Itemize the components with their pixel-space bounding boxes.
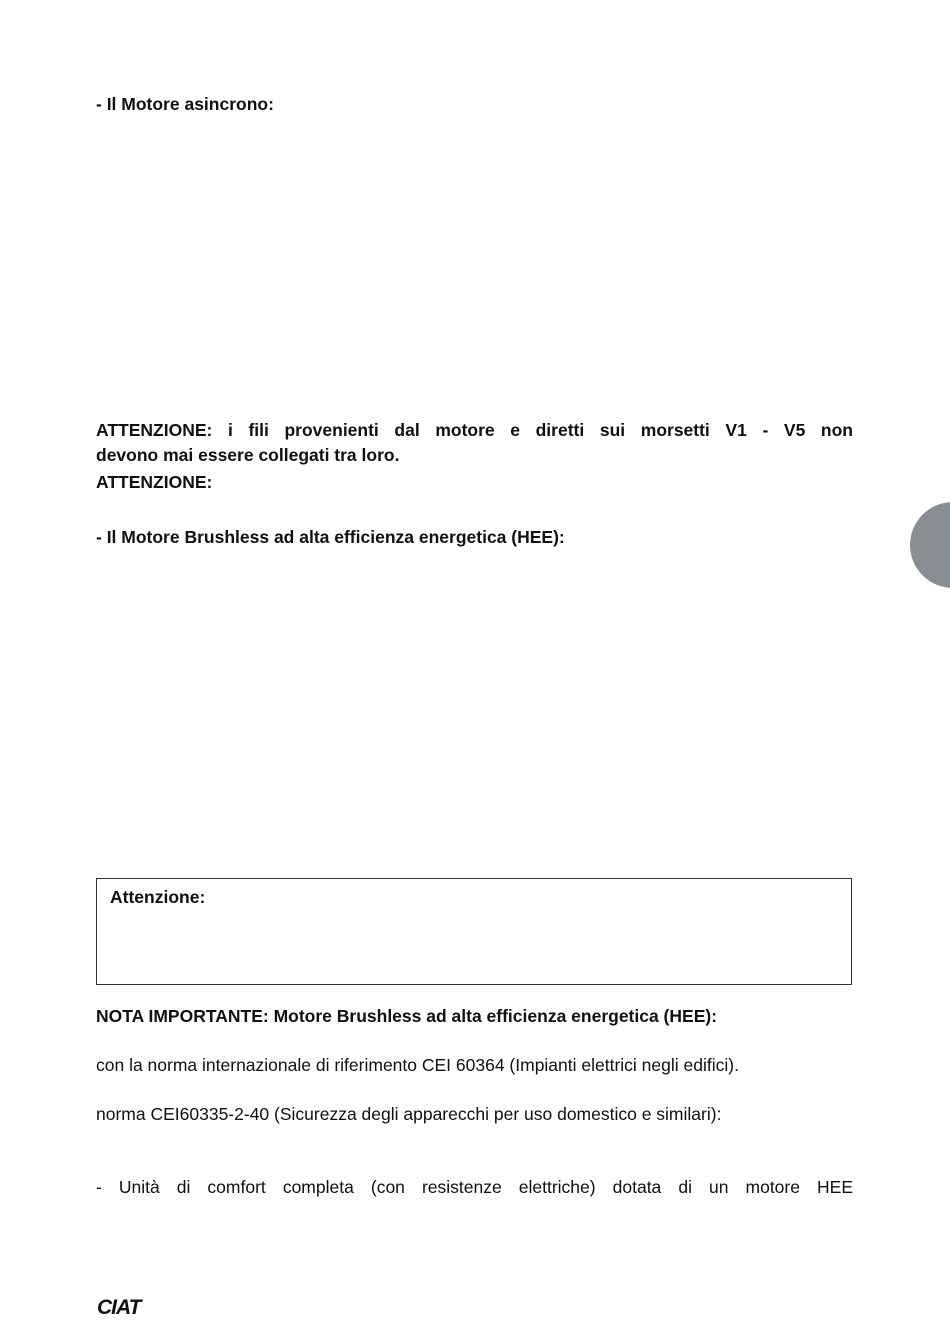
ciat-logo-text: CIAT <box>97 1296 141 1318</box>
norm-reference-line-1: con la norma internazionale di riferimento CEI 60364 (Impianti elettrici negli edifici). <box>96 1055 739 1075</box>
important-note-heading: NOTA IMPORTANTE: Motore Brushless ad alta efficienza energetica (HEE): <box>96 1006 718 1026</box>
warning-wires-line-2: devono mai essere collegati tra loro. <box>96 445 400 465</box>
comfort-unit-line: - Unità di comfort completa (con resistenze elettriche) dotata di un motore HEE <box>96 1177 853 1197</box>
norm-reference-line-2: norma CEI60335-2-40 (Sicurezza degli apparecchi per uso domestico e similari): <box>96 1104 722 1124</box>
chapter-side-tab <box>910 502 950 588</box>
warning-label: ATTENZIONE: <box>96 472 213 492</box>
notice-box <box>96 878 852 985</box>
section-heading-brushless-motor: - Il Motore Brushless ad alta efficienza energetica (HEE): <box>96 527 565 547</box>
section-heading-async-motor: - Il Motore asincrono: <box>96 94 274 114</box>
ciat-logo <box>96 1296 160 1323</box>
ciat-logo-mark <box>96 1296 160 1318</box>
notice-box-title: Attenzione: <box>110 887 206 907</box>
warning-wires-line-1: ATTENZIONE: i fili provenienti dal motore e diretti sui morsetti V1 - V5 non <box>96 420 853 440</box>
